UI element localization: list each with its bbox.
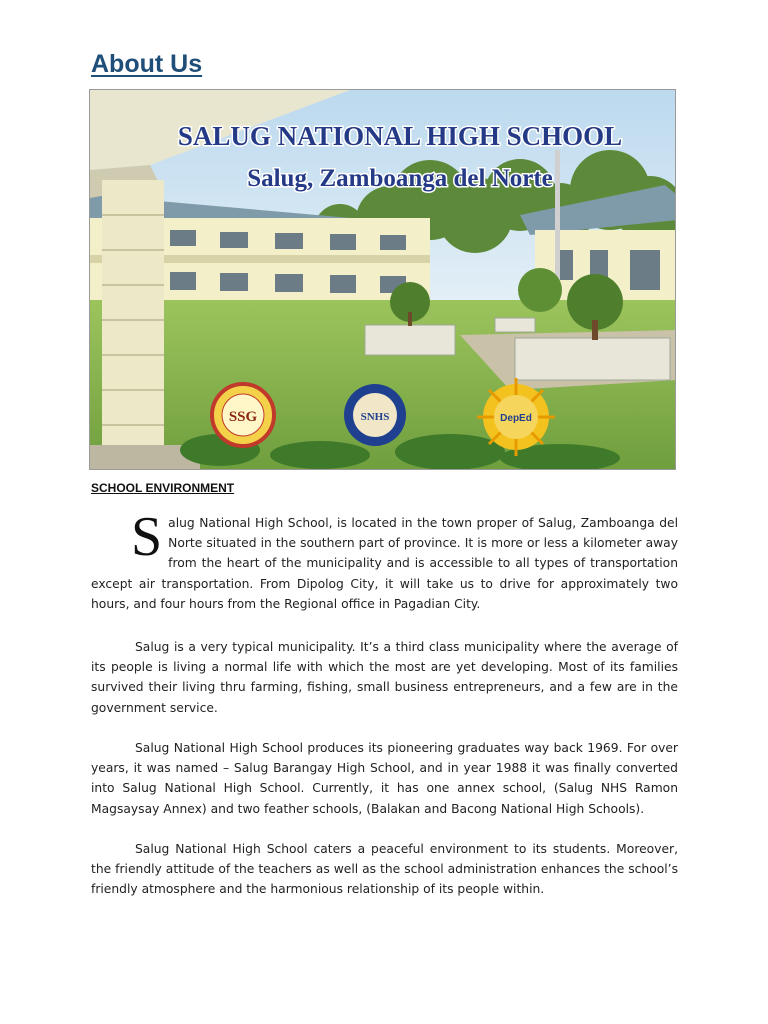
section-heading: SCHOOL ENVIRONMENT <box>91 481 235 495</box>
paragraph-environment: Salug National High School caters a peaceful environment to its students. Moreover, the friendly attitude of the teachers as well as the school administration enhances the school’s friendly atmosphere and the harmonious relationship of its people within. <box>91 842 678 897</box>
drop-cap: S <box>131 506 163 568</box>
paragraph-location <box>91 506 678 614</box>
paragraph-history: Salug National High School produces its pioneering graduates way back 1969. For over years, it was named – Salug Barangay High School, and in year 1988 it was finally converted into Salug National High School. Currently, it has one annex school, (Salug NHS Ramon Magsaysay Annex) and two feather schools, (Balakan and Bacong National High Schools). <box>91 741 678 816</box>
snhs-logo-text: SNHS <box>360 411 390 423</box>
supreme-student-government-logo <box>212 384 274 446</box>
banner-title-location: Salug, Zamboanga del Norte <box>247 165 553 192</box>
banner-title-school: SALUG NATIONAL HIGH SCHOOL <box>177 121 623 151</box>
salug-national-high-school-logo <box>344 384 406 446</box>
paragraph-location-text: alug National High School, is located in the town proper of Salug, Zamboanga del Norte situated in the southern part of province. It is more or less a kilometer away from the heart of the municipality and is accessible to all types of transportation except air transportation. From Dipolog City, it will take us to drive for approximately two hours, and four hours from the Regional office in Pagadian City. <box>91 516 678 611</box>
school-photo <box>90 90 676 470</box>
school-banner-image <box>89 89 676 470</box>
deped-logo-text: DepEd <box>500 413 532 424</box>
paragraph-municipality: Salug is a very typical municipality. It’s a third class municipality where the average of its people is living a normal life with which the most are yet developing. Most of its families survived their living thru farming, fishing, small business entrepreneurs, and a few are in the government service. <box>91 640 678 715</box>
ssg-logo-text: SSG <box>228 409 258 425</box>
page-title: About Us <box>91 50 203 78</box>
